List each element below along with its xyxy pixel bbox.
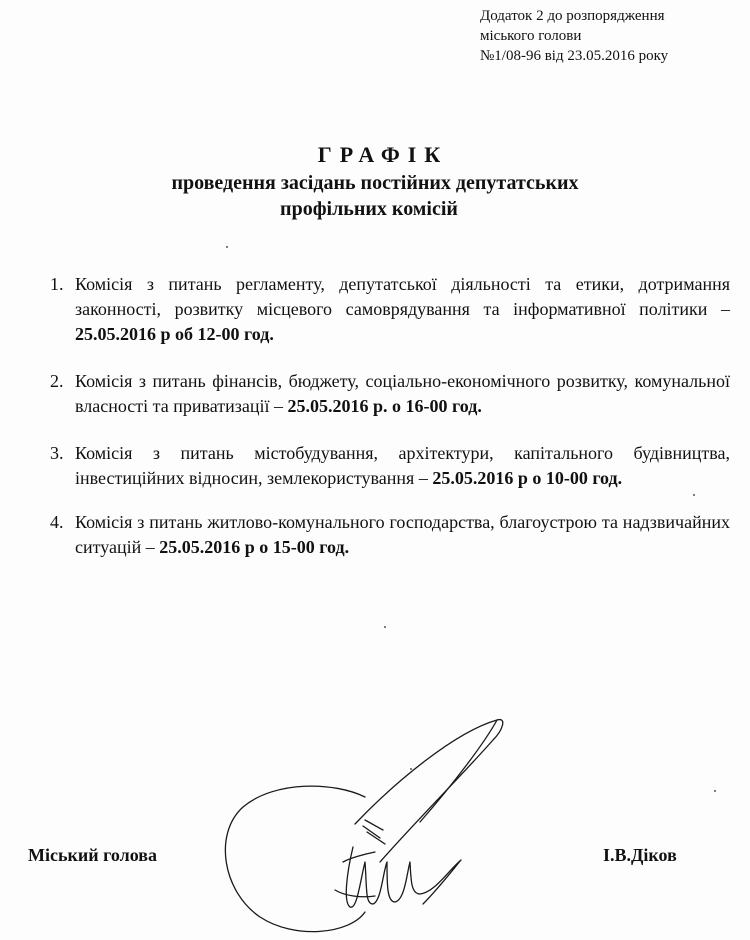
scan-speck (693, 494, 695, 496)
meeting-datetime: 25.05.2016 р о 15-00 год. (159, 537, 350, 557)
appendix-line-1: Додаток 2 до розпорядження (480, 8, 665, 24)
list-item (50, 441, 730, 491)
list-item-text (75, 510, 730, 560)
list-item (50, 510, 730, 560)
document-subtitle-line-2 (0, 198, 750, 221)
document-subtitle-line-1: проведення засідань постійних депутатських (171, 172, 579, 194)
appendix-header (480, 6, 730, 66)
signatory-name: І.В.Діков (603, 845, 677, 865)
committee-description: Комісія з питань фінансів, бюджету, соціально-економічного розвитку, комунальної власності та приватизації – (75, 371, 730, 416)
handwritten-signature (215, 712, 515, 937)
list-item (50, 369, 730, 419)
signature-flourish-stroke (355, 720, 503, 862)
list-item-text (75, 441, 730, 491)
signature-tail-stroke (335, 890, 375, 897)
document-title: ГРАФІК (317, 142, 449, 167)
scan-speck (384, 626, 386, 628)
signature-loop-stroke (225, 786, 365, 932)
scan-speck (410, 768, 412, 770)
committee-description: Комісія з питань житлово-комунального господарства, благоустрою та надзвичайних ситуацій – (75, 512, 730, 557)
list-item-text (75, 272, 730, 347)
appendix-line-2: міського голови (480, 28, 582, 44)
scan-speck (714, 790, 716, 792)
meeting-datetime: 25.05.2016 р об 12-00 год. (75, 324, 274, 344)
signature-underline-stroke (343, 852, 375, 862)
meeting-datetime: 25.05.2016 р о 10-00 год. (432, 468, 623, 488)
list-item-number: 4. (50, 512, 64, 532)
meeting-datetime: 25.05.2016 р. о 16-00 год. (287, 396, 482, 416)
list-item-text (75, 369, 730, 419)
committee-description: Комісія з питань містобудування, архітектури, капітального будівництва, інвестиційних відносин, землекористування – (75, 443, 730, 488)
signature-hatch-stroke (363, 820, 385, 844)
document-subtitle-line-2-text: профільних комісій (280, 198, 458, 220)
list-item-number: 1. (50, 274, 64, 294)
scan-speck (226, 246, 228, 248)
appendix-line-3: №1/08-96 від 23.05.2016 року (480, 48, 669, 64)
signature-letters-stroke (346, 847, 461, 907)
list-item (50, 272, 730, 347)
signatory-position: Міський голова (28, 845, 157, 865)
list-item-number: 2. (50, 371, 64, 391)
list-item-number: 3. (50, 443, 64, 463)
committee-description: Комісія з питань регламенту, депутатської діяльності та етики, дотримання законності, розвитку місцевого самоврядування та інформативної політики – (75, 274, 730, 319)
